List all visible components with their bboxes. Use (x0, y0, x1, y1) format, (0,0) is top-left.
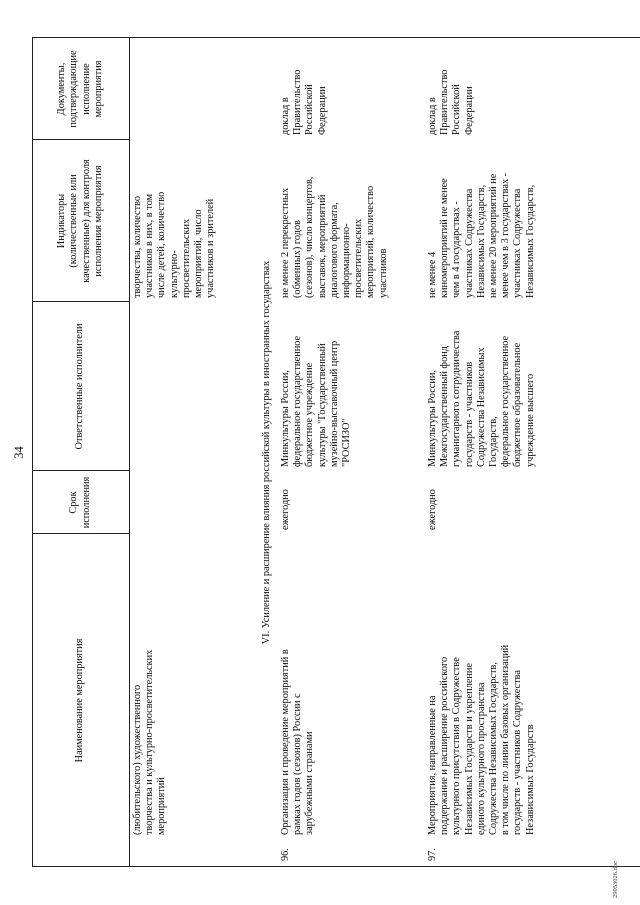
header-indicators: Индикаторы (количественные или качественные) для контроля исполнения мероприятия (56, 159, 104, 283)
row-97-term: ежегодно (427, 489, 438, 530)
row-97-documents: доклад в Правительство Российской Федерации (427, 69, 475, 135)
row-97-executors: Минкультуры России, Межгосударственный фонд гуманитарного сотрудничества государств - участников Содружества Независимых Государств, федеральное государственное бюджетное образовательное учреждение высшего (427, 330, 536, 467)
continuation-indicators: творчества, количество участников в них, в том числе детей, количество культурно- просветительских мероприятий, число участников и зрителей (132, 191, 217, 298)
header-executors: Ответственные исполнители (74, 323, 86, 450)
header-name: Наименование мероприятия (74, 638, 86, 763)
row-96-indicators: не менее 2 перекрестных (обменных) годов (сезонов), число концертов, выставок, мероприятий диалогового формата, информационно- просветительских мероприятий, количество участников (280, 176, 389, 298)
page-number: 34 (12, 446, 26, 459)
row-96-name: Организация и проведение мероприятий в рамках годов (сезонов) России с зарубежными странами (280, 649, 316, 835)
continuation-name: (любительского) художественного творчества и культурно-просветительских мероприятий (132, 649, 168, 835)
row-97-name: Мероприятия, направленные на поддержание и расширение российского культурного присутствия в Содружестве Независимых Государств и укрепление единого культурного пространства Содружества Независимых Государств, в том числе по линии базовых организаций государств - участников Содружества Независимых Государств (427, 644, 536, 835)
row-96-executors: Минкультуры России, федеральное государственное бюджетное учреждение культуры "Государственный музейно-выставочный центр "РОСИЗО" (280, 335, 353, 467)
row-96-term: ежегодно (280, 489, 291, 530)
header-documents: Документы, подтверждающие исполнение мероприятия (56, 50, 104, 128)
row-97-number: 97. (427, 848, 438, 861)
document-id: 29053026.doc (612, 860, 619, 898)
row-97-indicators: не менее 4 киномероприятий не менее чем в 4 государствах - участниках Содружества Независимых Государств, не менее 20 мероприятий не менее чем в 3 государствах - участниках Содружества Независимых Государств, (427, 172, 536, 298)
header-term: Срок исполнения (68, 476, 92, 529)
row-96-documents: доклад в Правительство Российской Федерации (280, 69, 328, 135)
section-title: VI. Усиление и расширение влияния российской культуры в иностранных государствах (261, 260, 272, 645)
row-96-number: 96. (280, 848, 291, 861)
header-bottom-border (129, 38, 130, 867)
